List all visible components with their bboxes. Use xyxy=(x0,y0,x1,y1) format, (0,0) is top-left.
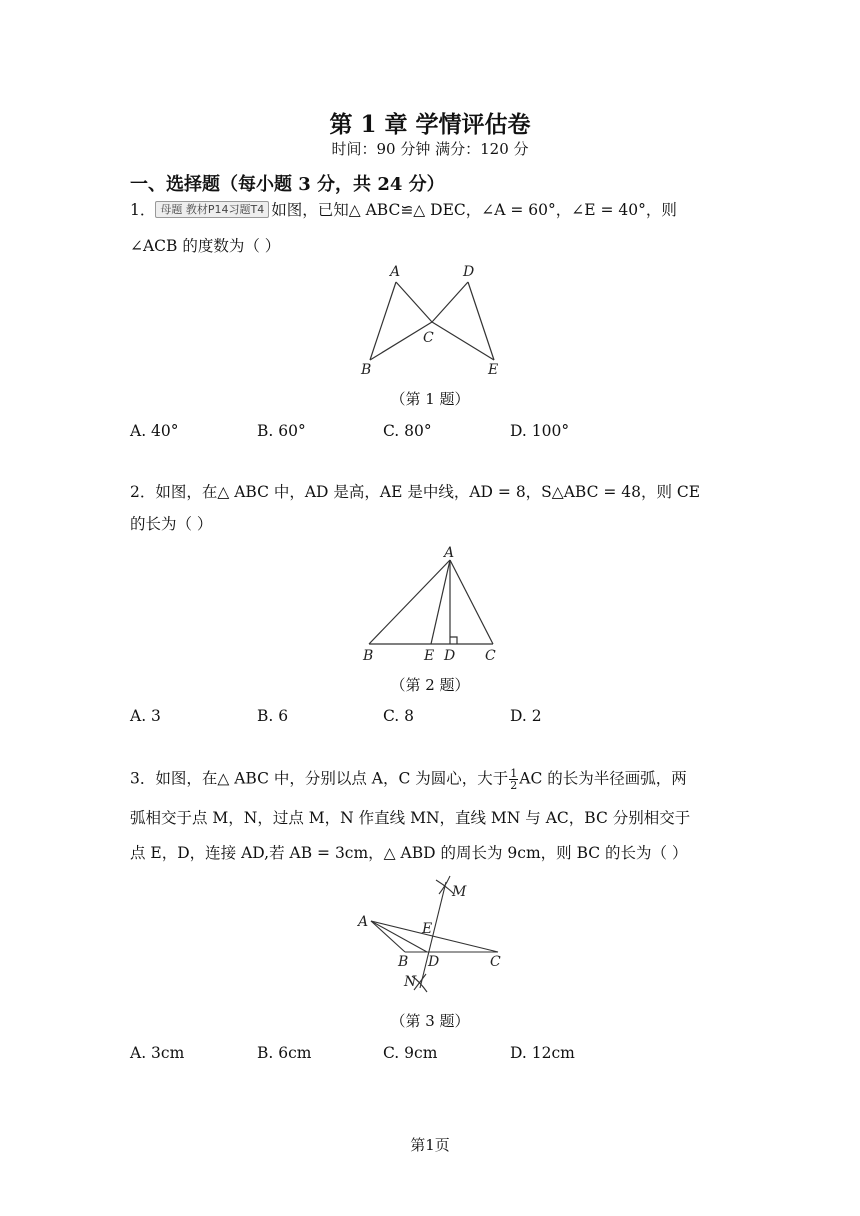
segment-ac xyxy=(371,921,498,952)
label-c: C xyxy=(485,648,496,664)
question-3-line-3: 点 E，D，连接 AD,若 AB = 3cm，△ ABD 的周长为 9cm，则 BC 的长为（ ） xyxy=(130,844,688,862)
segment-dc xyxy=(432,282,468,322)
median-ae xyxy=(431,560,450,644)
segment-ab xyxy=(370,282,396,360)
fraction-half xyxy=(509,768,518,791)
label-a: A xyxy=(444,545,455,561)
option-b[interactable]: B. 6 xyxy=(257,707,289,725)
arc-m-2 xyxy=(439,876,450,894)
right-angle-mark xyxy=(450,637,457,644)
segment-ad xyxy=(371,921,427,952)
source-tag: 母题 教材P14习题T4 xyxy=(155,201,269,218)
exam-info: 时间：90 分钟 满分：120 分 xyxy=(331,140,529,158)
label-a: A xyxy=(358,914,369,930)
option-d[interactable]: D. 12cm xyxy=(510,1044,575,1062)
option-c[interactable]: C. 80° xyxy=(383,422,432,440)
option-c[interactable]: C. 8 xyxy=(383,707,415,725)
fraction-numerator: 1 xyxy=(510,767,518,780)
label-m: M xyxy=(452,884,467,900)
label-a: A xyxy=(390,264,401,280)
figure-1-caption: （第 1 题） xyxy=(390,390,470,408)
page-title: 第 1 章 学情评估卷 xyxy=(329,111,531,138)
segment-ab xyxy=(369,560,450,644)
label-d: D xyxy=(444,648,456,664)
label-b: B xyxy=(363,648,374,664)
segment-ac xyxy=(450,560,493,644)
label-n: N xyxy=(404,974,417,990)
section-heading: 一、选择题（每小题 3 分，共 24 分） xyxy=(130,174,445,195)
label-c: C xyxy=(423,330,434,346)
question-1-number: 1． xyxy=(130,201,156,219)
figure-2-caption: （第 2 题） xyxy=(390,676,470,694)
label-d: D xyxy=(428,954,440,970)
page-number: 第1页 xyxy=(410,1136,450,1154)
question-3-text-b: AC 的长为半径画弧，两 xyxy=(519,769,687,788)
segment-ce xyxy=(432,322,494,360)
figure-2 xyxy=(355,542,515,664)
question-3-line-1 xyxy=(130,768,687,791)
option-d[interactable]: D. 100° xyxy=(510,422,570,440)
label-b: B xyxy=(398,954,409,970)
label-c: C xyxy=(490,954,501,970)
segment-ac xyxy=(396,282,432,322)
question-1-line-2: ∠ACB 的度数为（ ） xyxy=(130,237,281,255)
question-1-text: 如图，已知△ ABC≌△ DEC，∠A = 60°，∠E = 40°，则 xyxy=(271,201,677,219)
label-e: E xyxy=(488,362,499,378)
label-e: E xyxy=(422,921,433,937)
label-b: B xyxy=(361,362,372,378)
option-a[interactable]: A. 40° xyxy=(130,422,179,440)
segment-de xyxy=(468,282,494,360)
fraction-denominator: 2 xyxy=(510,779,518,792)
option-b[interactable]: B. 60° xyxy=(257,422,306,440)
question-1-line-1 xyxy=(130,200,677,220)
question-2-line-1: 2．如图，在△ ABC 中，AD 是高，AE 是中线，AD = 8，S△ABC = 48，则 CE xyxy=(130,483,701,501)
option-a[interactable]: A. 3 xyxy=(130,707,161,725)
figure-1 xyxy=(355,262,515,380)
figure-3 xyxy=(350,872,510,1000)
option-c[interactable]: C. 9cm xyxy=(383,1044,438,1062)
question-3-text-a: 3．如图，在△ ABC 中，分别以点 A，C 为圆心，大于 xyxy=(130,769,509,788)
option-a[interactable]: A. 3cm xyxy=(130,1044,185,1062)
option-d[interactable]: D. 2 xyxy=(510,707,542,725)
figure-3-caption: （第 3 题） xyxy=(390,1012,470,1030)
option-b[interactable]: B. 6cm xyxy=(257,1044,312,1062)
label-e: E xyxy=(424,648,435,664)
label-d: D xyxy=(463,264,475,280)
question-2-line-2: 的长为（ ） xyxy=(130,515,213,533)
question-3-line-2: 弧相交于点 M，N，过点 M，N 作直线 MN，直线 MN 与 AC，BC 分别相交于 xyxy=(130,809,691,827)
